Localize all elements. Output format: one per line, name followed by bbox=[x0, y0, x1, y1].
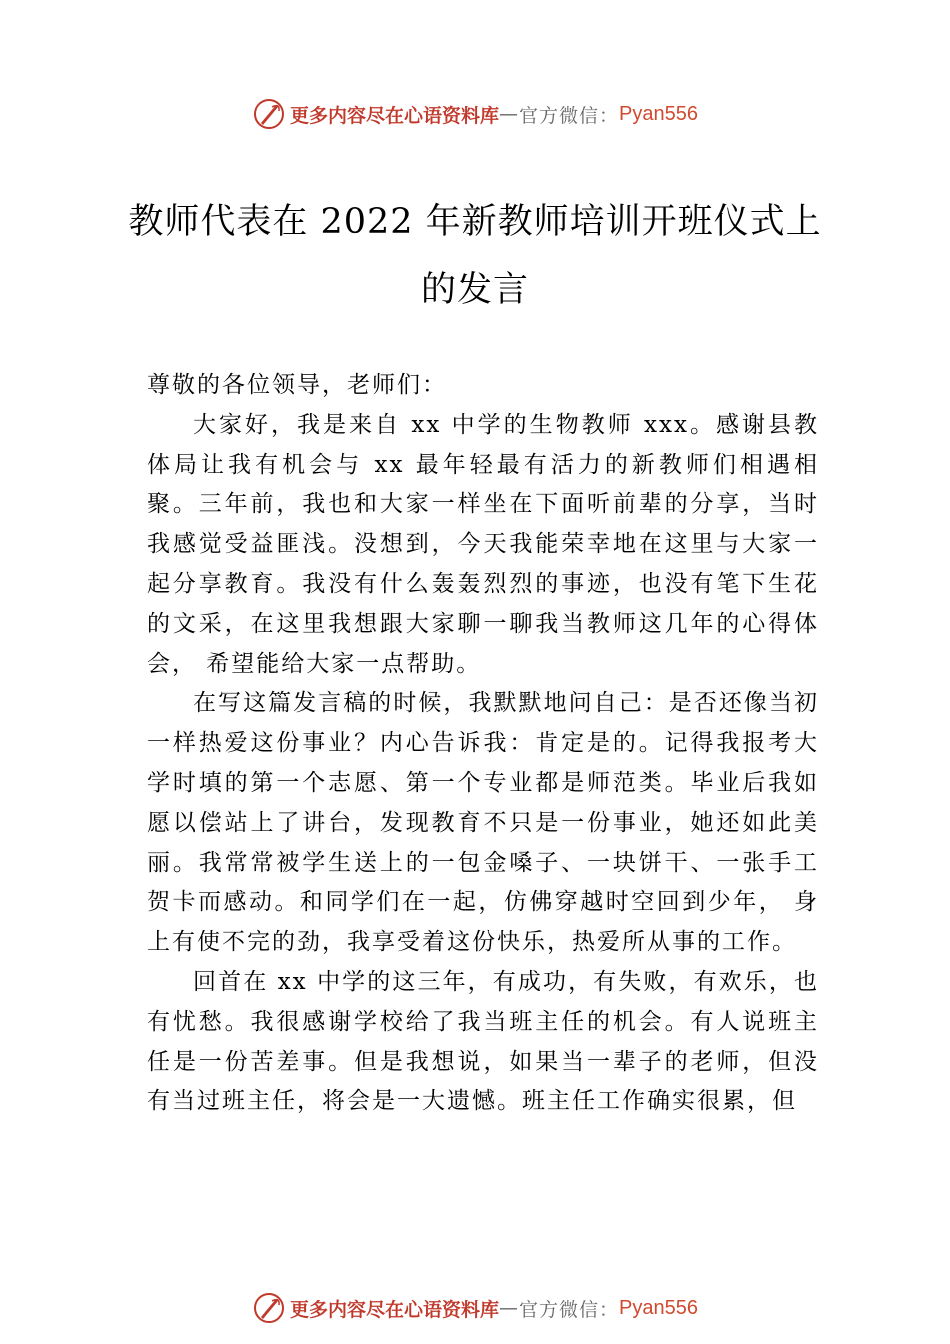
banner-account-id: Pyan556 bbox=[619, 1296, 698, 1319]
banner-dash: — bbox=[499, 103, 520, 125]
salutation: 尊敬的各位领导，老师们： bbox=[147, 372, 447, 398]
banner-account-id: Pyan556 bbox=[619, 102, 698, 125]
body-paragraph: 大家好，我是来自 xx 中学的生物教师 xxx。感谢县教体局让我有机会与 xx 最年轻最有活力的新教师们相遇相聚。三年前，我也和大家一样坐在下面听前辈的分享，当时我感觉受益匪浅。没想到，今天我能荣幸地在这里与大家一起分享教育。我没有什么轰轰烈烈的事迹，也没有笔下生花的文采，在这里我想跟大家聊一聊我当教师这几年的心得体会， 希望能给大家一点帮助。 bbox=[147, 411, 819, 677]
document-body bbox=[147, 366, 819, 1122]
document-title: 教师代表在 2022 年新教师培训开班仪式上的发言 bbox=[128, 202, 822, 310]
quill-logo-icon bbox=[252, 97, 286, 131]
banner-account-label: 官方微信： bbox=[519, 1298, 620, 1321]
footer-watermark-banner bbox=[0, 1288, 950, 1328]
banner-source-text: 更多内容尽在心语资料库 bbox=[290, 1298, 500, 1321]
quill-logo-icon bbox=[252, 1291, 286, 1325]
body-paragraph: 在写这篇发言稿的时候，我默默地问自己：是否还像当初一样热爱这份事业？内心告诉我：肯定是的。记得我报考大学时填的第一个志愿、第一个专业都是师范类。毕业后我如愿以偿站上了讲台，发现教育不只是一份事业，她还如此美丽。我常常被学生送上的一包金嗓子、一块饼干、一张手工贺卡而感动。和同学们在一起，仿佛穿越时空回到少年， 身上有使不完的劲，我享受着这份快乐，热爱所从事的工作。 bbox=[147, 690, 819, 956]
banner-dash: — bbox=[499, 1297, 520, 1319]
header-watermark-banner bbox=[0, 94, 950, 134]
banner-account-label: 官方微信： bbox=[519, 104, 620, 127]
body-paragraph: 回首在 xx 中学的这三年，有成功，有失败，有欢乐，也有忧愁。我很感谢学校给了我当班主任的机会。有人说班主任是一份苦差事。但是我想说，如果当一辈子的老师，但没有当过班主任，将会是一大遗憾。班主任工作确实很累，但 bbox=[147, 968, 819, 1115]
banner-source-text: 更多内容尽在心语资料库 bbox=[290, 104, 500, 127]
